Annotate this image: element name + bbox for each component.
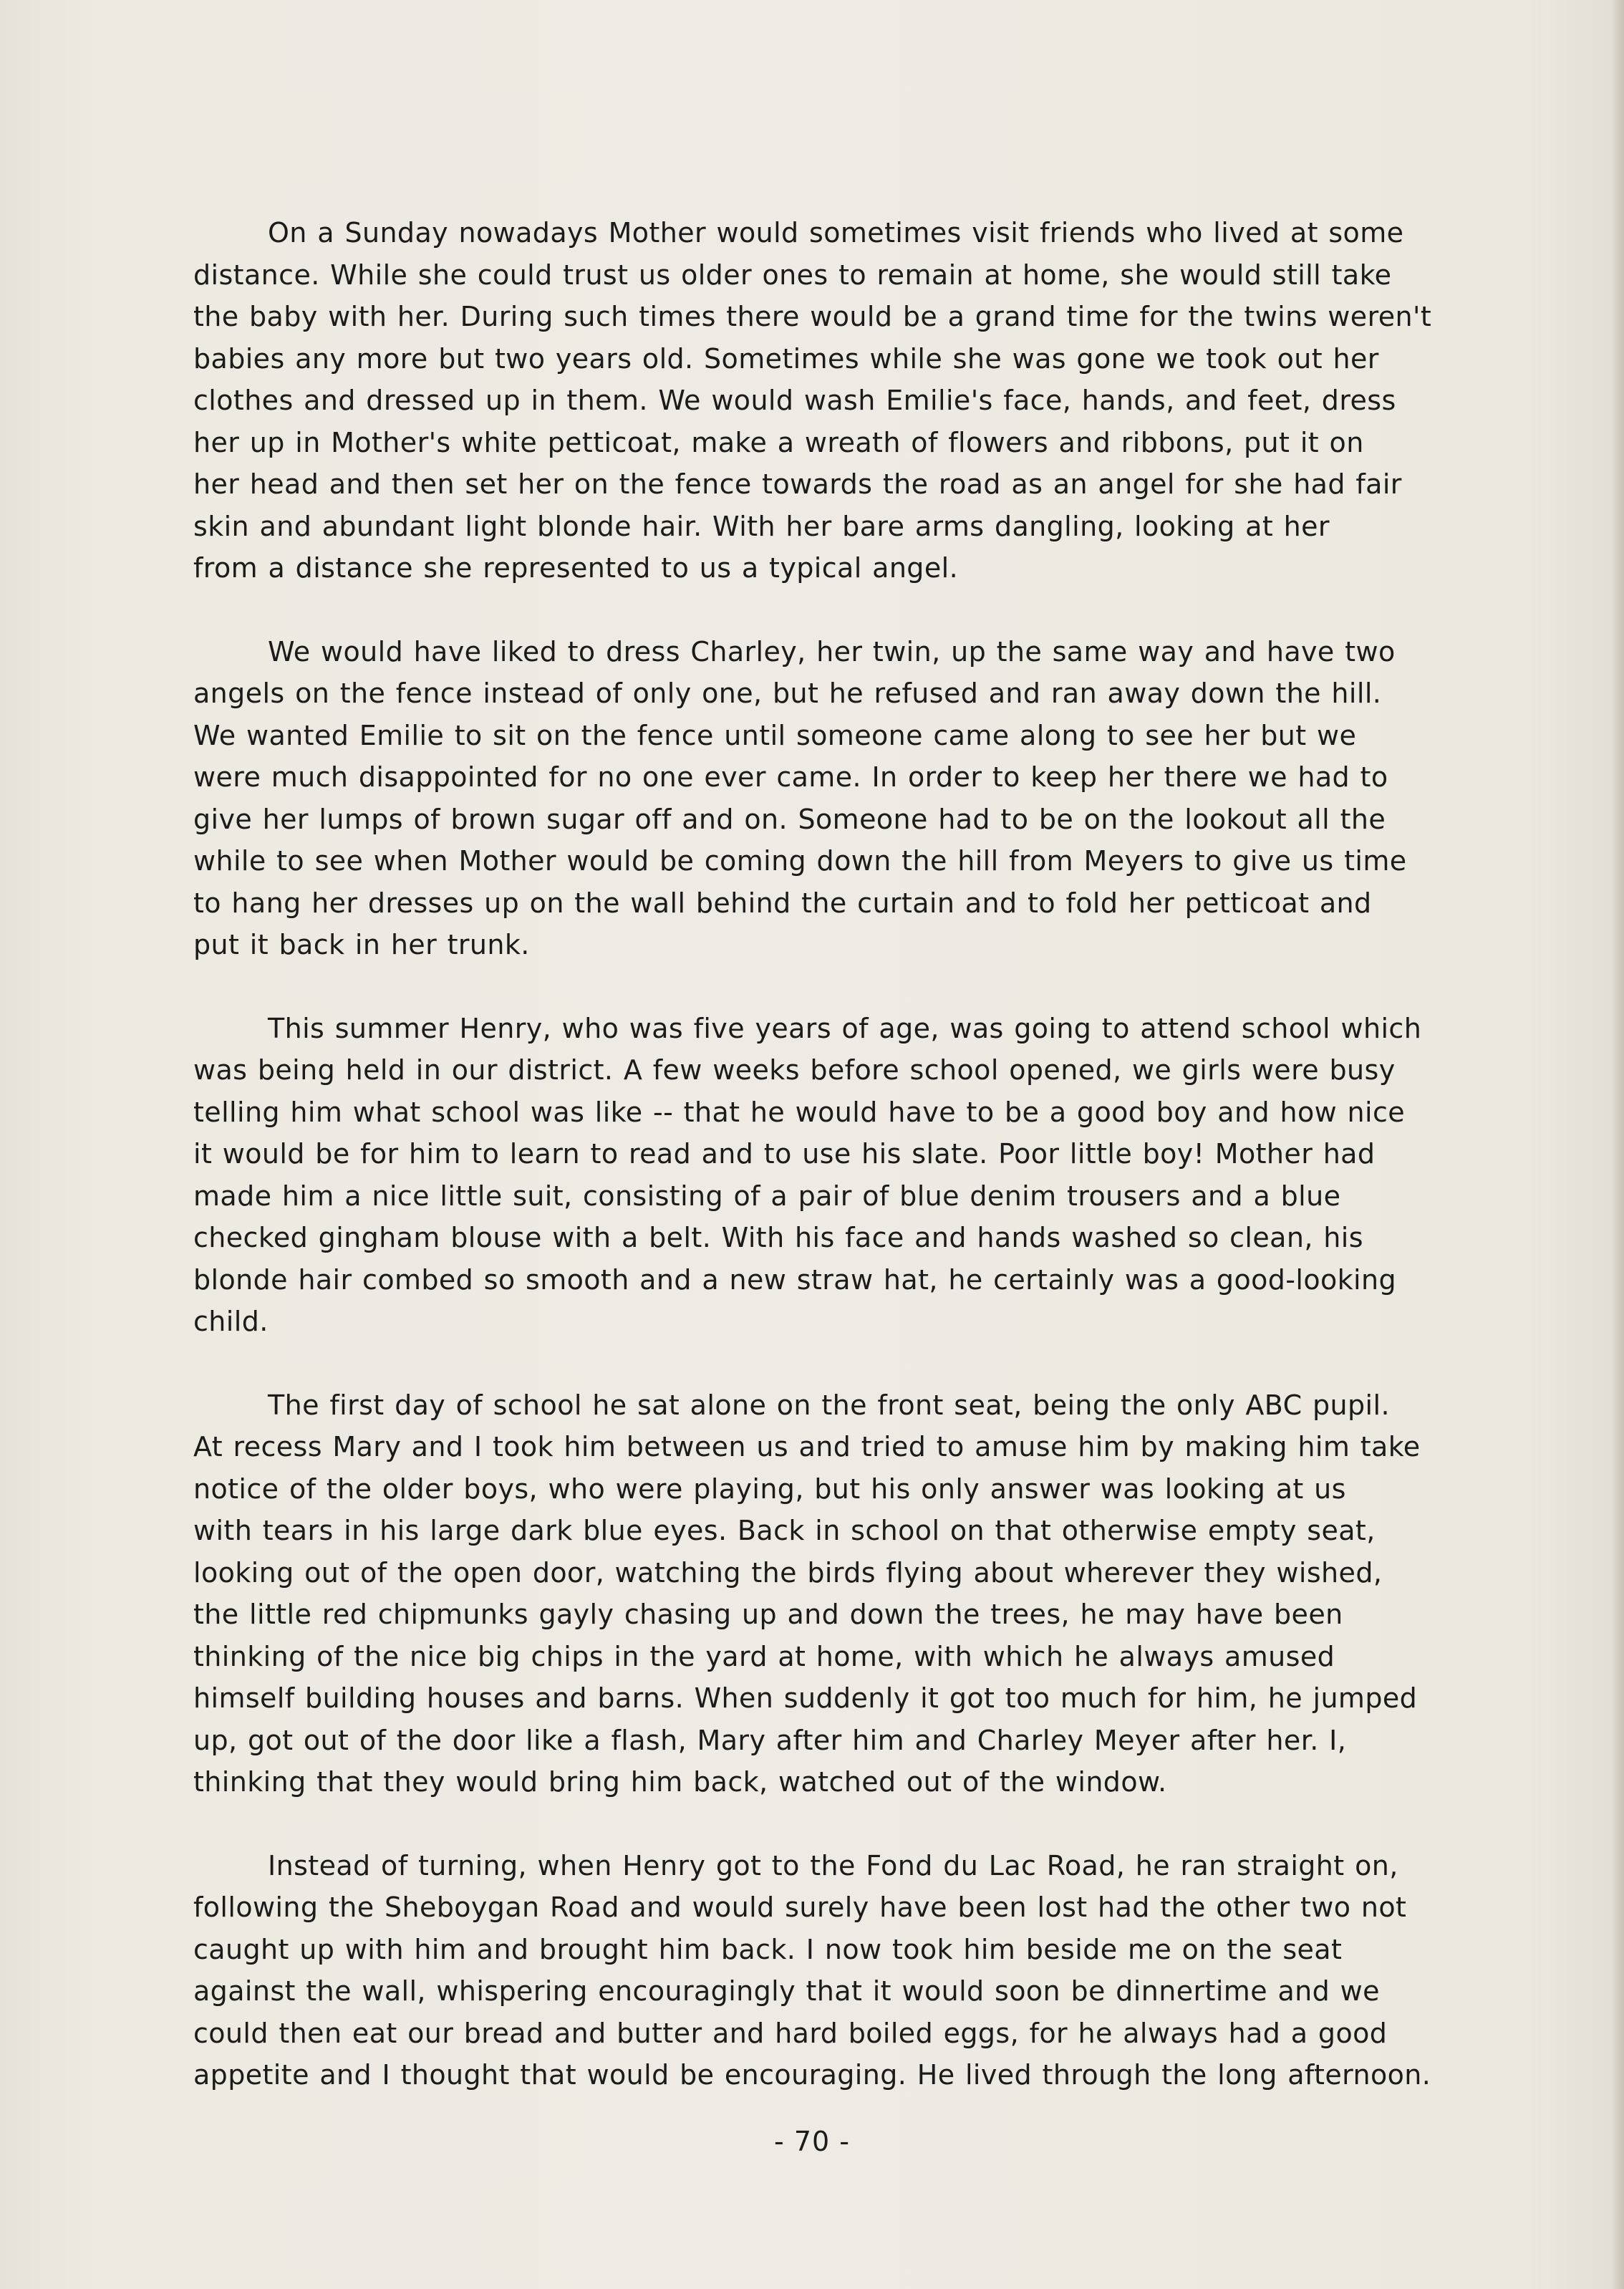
text-line: skin and abundant light blonde hair. With her bare arms dangling, looking at her [193, 510, 1330, 542]
text-line: it would be for him to learn to read and to use his slate. Poor little boy! Mother had [193, 1138, 1376, 1170]
text-line: We wanted Emilie to sit on the fence until someone came along to see her but we [193, 719, 1357, 751]
text-line: following the Sheboygan Road and would surely have been lost had the other two not [193, 1892, 1407, 1923]
text-line: blonde hair combed so smooth and a new straw hat, he certainly was a good-looking [193, 1263, 1397, 1296]
text-line: himself building houses and barns. When suddenly it got too much for him, he jumped [193, 1682, 1418, 1714]
text-line: thinking that they would bring him back, watched out of the window. [193, 1766, 1167, 1798]
text-line: On a Sunday nowadays Mother would sometimes visit friends who lived at some [268, 217, 1404, 249]
text-line: notice of the older boys, who were playing, but his only answer was looking at us [193, 1473, 1346, 1505]
text-line: her up in Mother's white petticoat, make a wreath of flowers and ribbons, put it on [193, 426, 1364, 458]
paragraph-3 [193, 1008, 1582, 1343]
text-line: her head and then set her on the fence towards the road as an angel for she had fair [193, 468, 1402, 500]
text-line: The first day of school he sat alone on the front seat, being the only ABC pupil. [268, 1389, 1390, 1421]
text-line: child. [193, 1306, 269, 1337]
text-line: At recess Mary and I took him between us and tried to amuse him by making him take [193, 1431, 1421, 1462]
text-line: to hang her dresses up on the wall behind the curtain and to fold her petticoat and [193, 887, 1372, 919]
page-edge-shadow [1611, 0, 1624, 2289]
text-line: caught up with him and brought him back. I now took him beside me on the seat [193, 1933, 1343, 1965]
text-line: Instead of turning, when Henry got to the Fond du Lac Road, he ran straight on, [268, 1849, 1398, 1881]
paragraph-4 [193, 1384, 1582, 1803]
text-line: babies any more but two years old. Sometimes while she was gone we took out her [193, 342, 1379, 375]
text-line: telling him what school was like -- that he would have to be a good boy and how nice [193, 1096, 1406, 1128]
text-line: the little red chipmunks gayly chasing up and down the trees, he may have been [193, 1599, 1343, 1630]
text-line: could then eat our bread and butter and hard boiled eggs, for he always had a good [193, 2017, 1388, 2049]
text-line: while to see when Mother would be coming down the hill from Meyers to give us time [193, 845, 1407, 877]
text-line: made him a nice little suit, consisting of a pair of blue denim trousers and a blue [193, 1180, 1341, 1212]
text-line: This summer Henry, who was five years of age, was going to attend school which [268, 1012, 1422, 1044]
text-line: the baby with her. During such times there would be a grand time for the twins weren't [193, 301, 1432, 332]
text-line: clothes and dressed up in them. We would wash Emilie's face, hands, and feet, dress [193, 385, 1396, 416]
text-line: was being held in our district. A few weeks before school opened, we girls were busy [193, 1054, 1396, 1086]
page-number: - 70 - [774, 2126, 850, 2157]
text-line: looking out of the open door, watching the birds flying about wherever they wished, [193, 1556, 1383, 1589]
paragraph-2 [193, 631, 1582, 966]
text-line: up, got out of the door like a flash, Mary after him and Charley Meyer after her. I, [193, 1724, 1347, 1756]
body-text [193, 212, 1582, 2138]
paragraph-1 [193, 212, 1582, 589]
text-line: put it back in her trunk. [193, 929, 530, 960]
text-line: give her lumps of brown sugar off and on. Someone had to be on the lookout all the [193, 803, 1386, 835]
text-line: with tears in his large dark blue eyes. Back in school on that otherwise empty seat, [193, 1515, 1376, 1546]
paragraph-5 [193, 1845, 1582, 2096]
text-line: were much disappointed for no one ever came. In order to keep her there we had to [193, 761, 1388, 793]
text-line: checked gingham blouse with a belt. With his face and hands washed so clean, his [193, 1222, 1363, 1253]
text-line: distance. While she could trust us older ones to remain at home, she would still take [193, 259, 1392, 291]
text-line: angels on the fence instead of only one, but he refused and ran away down the hill. [193, 678, 1382, 709]
text-line: from a distance she represented to us a typical angel. [193, 552, 959, 584]
text-line: We would have liked to dress Charley, her twin, up the same way and have two [268, 635, 1396, 668]
text-line: appetite and I thought that would be encouraging. He lived through the long afternoon. [193, 2059, 1431, 2091]
text-line: against the wall, whispering encouragingly that it would soon be dinnertime and we [193, 1975, 1380, 2007]
text-line: thinking of the nice big chips in the yard at home, with which he always amused [193, 1640, 1335, 1672]
